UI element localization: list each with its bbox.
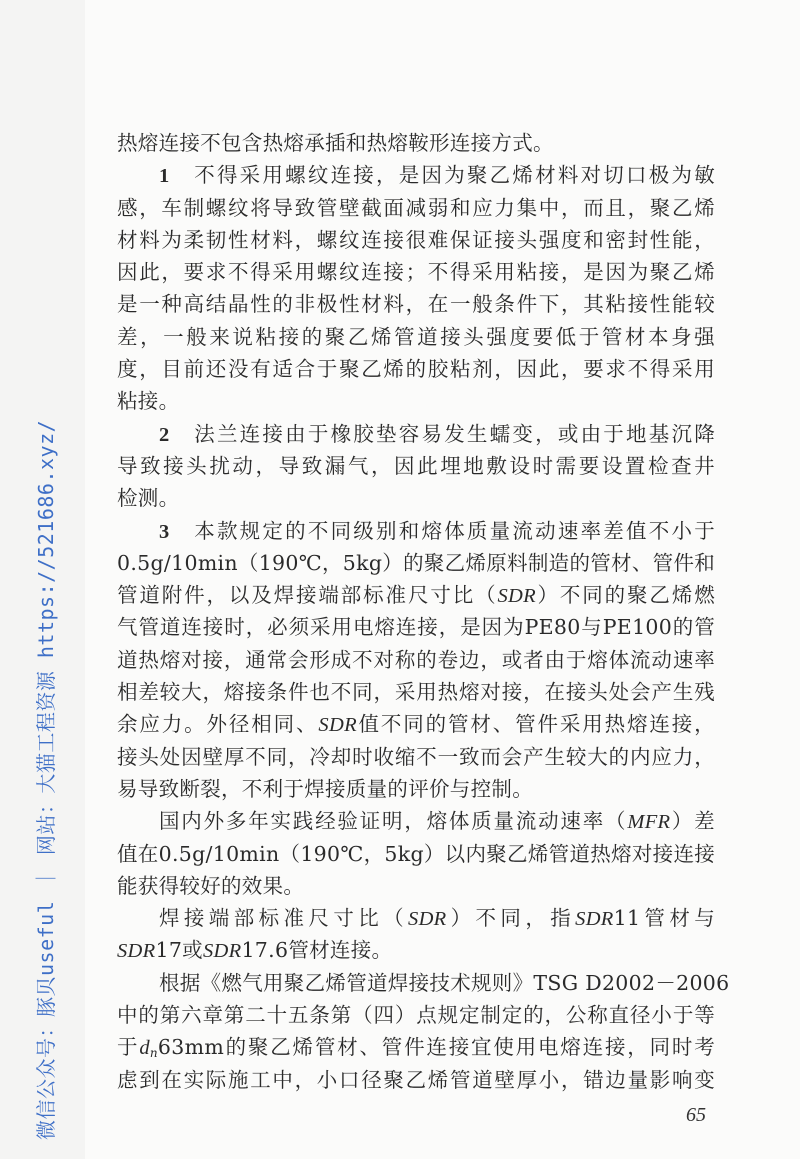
- text-line: [117, 418, 715, 450]
- text-line: [117, 224, 715, 256]
- paragraph: [117, 805, 715, 902]
- text-line: [117, 256, 715, 288]
- page-number: 65: [686, 1104, 706, 1126]
- text-segment: ）差: [670, 809, 715, 834]
- text-segment: 是一种高结晶性的非极性材料，在一般条件下，其粘接性能较: [117, 292, 715, 317]
- text-segment: 17或: [155, 938, 203, 963]
- text-segment: 根据《燃气用聚乙烯管道焊接技术规则》TSG D2002－2006: [159, 970, 730, 995]
- text-segment: SDR: [202, 940, 242, 963]
- text-line: [117, 611, 715, 643]
- text-segment: 11管材与: [613, 906, 716, 931]
- paragraph: [117, 902, 715, 967]
- text-segment: 接头处因壁厚不同，冷却时收缩不一致而会产生较大的内应力，: [117, 744, 715, 769]
- text-segment: 不得采用螺纹连接，是因为聚乙烯材料对切口极为敏: [169, 163, 715, 188]
- text-segment: SDR: [575, 908, 614, 931]
- paragraph: [117, 159, 715, 417]
- text-segment: 0.5g/10min（190℃，5kg）的聚乙烯原料制造的管材、管件和: [117, 550, 716, 575]
- text-segment: n: [149, 1046, 158, 1061]
- text-segment: 因此，要求不得采用螺纹连接；不得采用粘接，是因为聚乙烯: [117, 260, 715, 285]
- text-line: [117, 385, 715, 417]
- text-segment: 余应力。外径相同、: [117, 712, 319, 737]
- text-segment: 差，一般来说粘接的聚乙烯管道接头强度要低于管材本身强: [117, 324, 715, 349]
- text-line: [117, 902, 715, 934]
- text-segment: d: [139, 1037, 150, 1060]
- paragraph: [117, 418, 715, 515]
- text-line: [117, 353, 715, 385]
- text-segment: 本款规定的不同级别和熔体质量流动速率差值不小于: [169, 518, 715, 543]
- text-segment: 于: [117, 1035, 140, 1060]
- text-segment: 国内外多年实践经验证明，熔体质量流动速率（: [159, 809, 628, 834]
- item-number: 2: [159, 423, 170, 446]
- text-segment: SDR: [408, 908, 447, 931]
- text-segment: 中的第六章第二十五条第（四）点规定制定的，公称直径小于等: [117, 1003, 715, 1028]
- text-segment: 感，车制螺纹将导致管壁截面减弱和应力集中，而且，聚乙烯: [117, 195, 715, 220]
- watermark: 微信公众号：豚贝useful ｜ 网站：大猫工程资源 https://521686.xyz/: [34, 419, 58, 1140]
- paragraph: [117, 127, 715, 159]
- body-text: [117, 127, 730, 1096]
- paragraph: [117, 967, 730, 1096]
- text-segment: ）不同的聚乙烯燃: [535, 583, 715, 608]
- text-line: [117, 838, 715, 870]
- text-line: [117, 450, 715, 482]
- text-segment: 材料为柔韧性材料，螺纹连接很难保证接头强度和密封性能，: [117, 227, 715, 252]
- text-line: [117, 708, 715, 740]
- text-line: [117, 934, 715, 966]
- text-line: [117, 321, 715, 353]
- text-line: [117, 967, 730, 999]
- text-line: [117, 127, 715, 159]
- text-segment: 导致接头扰动，导致漏气，因此埋地敷设时需要设置检查井: [117, 453, 715, 478]
- text-line: [117, 159, 715, 191]
- text-segment: 气管道连接时，必须采用电熔连接，是因为PE80与PE100的管: [117, 615, 715, 640]
- text-line: [117, 1064, 715, 1096]
- text-segment: 道热熔对接，通常会形成不对称的卷边，或者由于熔体流动速率: [117, 647, 715, 672]
- paragraph: [117, 515, 715, 806]
- text-segment: 相差较大，熔接条件也不同，采用热熔对接，在接头处会产生残: [117, 680, 715, 705]
- text-line: [117, 773, 715, 805]
- text-line: [117, 547, 715, 579]
- text-line: [117, 741, 715, 773]
- text-segment: 17.6管材连接。: [241, 938, 393, 963]
- text-segment: MFR: [627, 811, 671, 834]
- text-segment: SDR: [497, 585, 536, 608]
- text-segment: 值不同的管材、管件采用热熔连接，: [356, 712, 715, 737]
- text-line: [117, 515, 715, 547]
- text-segment: 能获得较好的效果。: [117, 873, 305, 898]
- text-segment: 焊接端部标准尺寸比（: [159, 906, 409, 931]
- text-line: [117, 999, 715, 1031]
- text-line: [117, 805, 715, 837]
- text-segment: 值在0.5g/10min（190℃，5kg）以内聚乙烯管道热熔对接连接: [117, 841, 716, 866]
- text-segment: 63mm的聚乙烯管材、管件连接宜使用电熔连接，同时考: [157, 1035, 715, 1060]
- text-line: [117, 482, 715, 514]
- text-line: [117, 870, 715, 902]
- text-line: [117, 644, 715, 676]
- text-segment: 虑到在实际施工中，小口径聚乙烯管道壁厚小，错边量影响变: [117, 1067, 715, 1092]
- text-line: [117, 579, 715, 611]
- text-segment: ）不同，指: [446, 906, 576, 931]
- text-segment: 热熔连接不包含热熔承插和热熔鞍形连接方式。: [117, 131, 554, 155]
- item-number: 1: [159, 165, 170, 188]
- text-segment: 易导致断裂，不利于焊接质量的评价与控制。: [117, 776, 533, 801]
- text-segment: 管道附件，以及焊接端部标准尺寸比（: [117, 583, 498, 608]
- text-segment: SDR: [117, 940, 156, 963]
- text-segment: SDR: [318, 714, 357, 737]
- text-line: [117, 192, 715, 224]
- text-line: [117, 676, 715, 708]
- text-line: [117, 1031, 715, 1063]
- text-segment: 度，目前还没有适合于聚乙烯的胶粘剂，因此，要求不得采用: [117, 357, 715, 382]
- text-segment: 检测。: [117, 486, 180, 511]
- text-segment: 法兰连接由于橡胶垫容易发生蠕变，或由于地基沉降: [169, 421, 715, 446]
- item-number: 3: [159, 520, 170, 543]
- text-segment: 粘接。: [117, 389, 180, 414]
- text-line: [117, 288, 715, 320]
